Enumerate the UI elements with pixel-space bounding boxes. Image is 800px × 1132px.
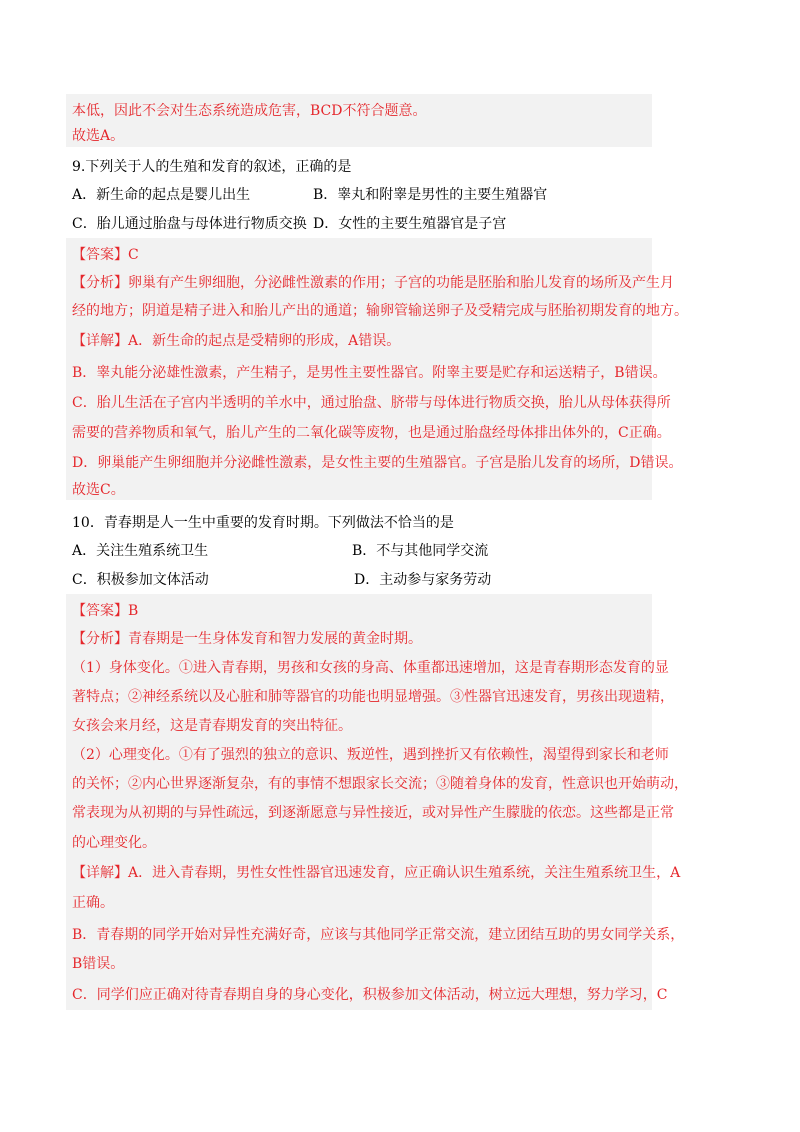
- detail-line: 正确。: [72, 895, 114, 911]
- detail-line: 【详解】A．进入青春期，男性女性性器官迅速发育，应正确认识生殖系统，关注生殖系统卫生，A: [72, 865, 681, 881]
- detail-line: 【详解】A．新生命的起点是受精卵的形成，A错误。: [72, 333, 401, 349]
- conclusion-line: 故选C。: [72, 482, 125, 498]
- detail-line: 需要的营养物质和氧气，胎儿产生的二氧化碳等废物，也是通过胎盘经母体排出体外的，C正确。: [72, 425, 671, 441]
- detail-line: D．卵巢能产生卵细胞并分泌雌性激素，是女性主要的生殖器官。子宫是胎儿发育的场所，D错误。: [72, 455, 683, 471]
- question-9-option-d: D．女性的主要生殖器官是子宫: [313, 216, 507, 232]
- detail-line: B．青春期的同学开始对异性充满好奇，应该与其他同学正常交流，建立团结互助的男女同学关系，: [72, 927, 685, 943]
- answer-label: 【答案】B: [72, 603, 139, 619]
- analysis-line: 女孩会来月经，这是青春期发育的突出特征。: [72, 718, 352, 734]
- analysis-line: （1）身体变化。①进入青春期，男孩和女孩的身高、体重都迅速增加，这是青春期形态发育的显: [72, 660, 669, 676]
- question-9-stem: 9.下列关于人的生殖和发育的叙述，正确的是: [72, 159, 352, 175]
- question-9-option-a: A．新生命的起点是婴儿出生: [72, 187, 251, 203]
- answer-block-q10: [66, 594, 688, 1010]
- analysis-line: 常表现为从初期的与异性疏远，到逐渐愿意与异性接近，或对异性产生朦胧的依恋。这些都是正常: [72, 805, 674, 821]
- answer-line: 故选A。: [72, 128, 125, 144]
- detail-line: C．同学们应正确对待青春期自身的身心变化，积极参加文体活动，树立远大理想，努力学习，C: [72, 987, 668, 1003]
- question-10-option-d: D．主动参与家务劳动: [354, 572, 492, 588]
- detail-line: C．胎儿生活在子宫内半透明的羊水中，通过胎盘、脐带与母体进行物质交换，胎儿从母体获得所: [72, 395, 671, 411]
- analysis-line: 著特点；②神经系统以及心脏和肺等器官的功能也明显增强。③性器官迅速发育，男孩出现遗精，: [72, 689, 674, 705]
- question-9-option-c: C．胎儿通过胎盘与母体进行物质交换: [72, 216, 307, 232]
- question-9-option-b: B．睾丸和附睾是男性的主要生殖器官: [313, 187, 548, 203]
- detail-line: B．睾丸能分泌雄性激素，产生精子，是男性主要性器官。附睾主要是贮存和运送精子，B错误。: [72, 365, 667, 381]
- answer-line: 本低，因此不会对生态系统造成危害，BCD不符合题意。: [72, 103, 427, 119]
- answer-block-q8: [66, 94, 652, 147]
- question-10-option-c: C．积极参加文体活动: [72, 572, 209, 588]
- analysis-line: 的关怀；②内心世界逐渐复杂，有的事情不想跟家长交流；③随着身体的发育，性意识也开始萌动，: [72, 776, 688, 792]
- analysis-line: 经的地方；阴道是精子进入和胎儿产出的通道；输卵管输送卵子及受精完成与胚胎初期发育的地方。: [72, 303, 688, 319]
- answer-block-q9: [66, 238, 688, 500]
- question-10-stem: 10．青春期是人一生中重要的发育时期。下列做法不恰当的是: [72, 515, 454, 531]
- analysis-line: （2）心理变化。①有了强烈的独立的意识、叛逆性，遇到挫折又有依赖性，渴望得到家长和老师: [72, 747, 669, 763]
- question-10-option-a: A．关注生殖系统卫生: [72, 543, 209, 559]
- analysis-line: 【分析】青春期是一生身体发育和智力发展的黄金时期。: [72, 631, 422, 647]
- detail-line: B错误。: [72, 956, 125, 972]
- analysis-line: 的心理变化。: [72, 835, 156, 851]
- analysis-line: 【分析】卵巢有产生卵细胞，分泌雌性激素的作用；子宫的功能是胚胎和胎儿发育的场所及产生月: [72, 275, 674, 291]
- answer-label: 【答案】C: [72, 247, 139, 263]
- question-10-option-b: B．不与其他同学交流: [352, 543, 489, 559]
